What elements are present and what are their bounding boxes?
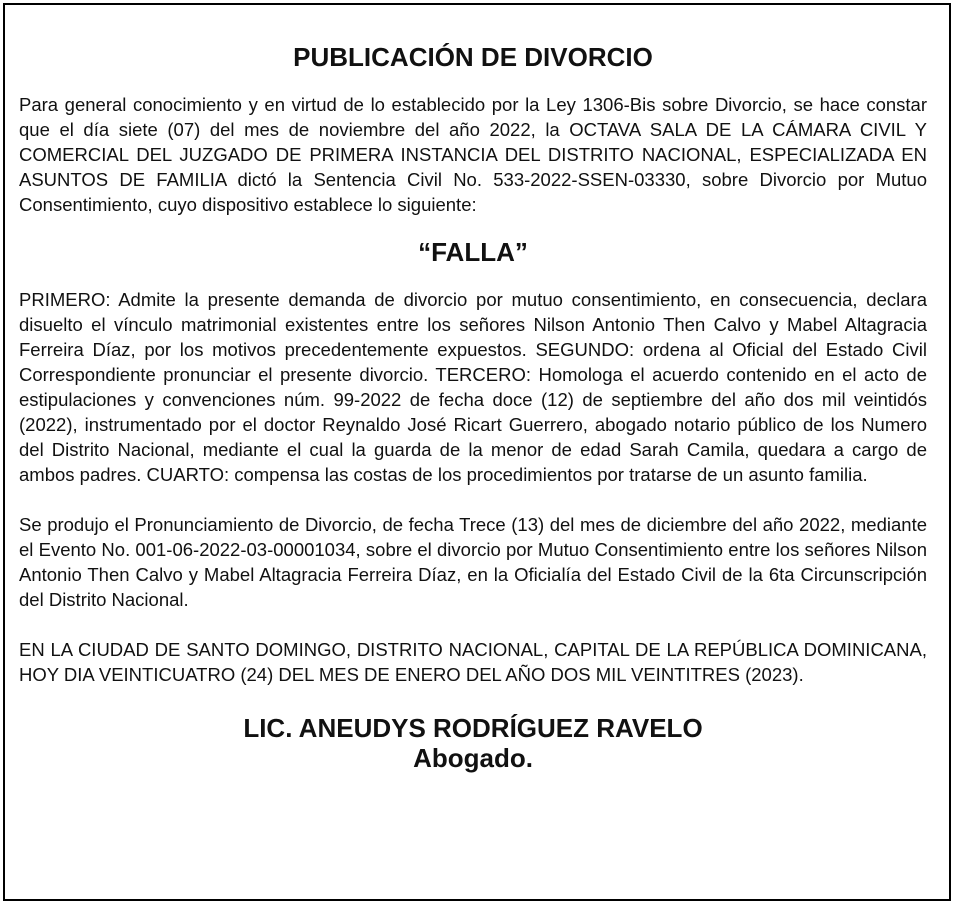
signature-block (19, 713, 927, 773)
document-title: PUBLICACIÓN DE DIVORCIO (293, 42, 653, 72)
intro-paragraph: Para general conocimiento y en virtud de lo establecido por la Ley 1306-Bis sobre Divorcio, se hace constar que el día siete (07) del mes de noviembre del año 2022, la OCTAVA SALA DE LA CÁMARA CIVIL Y COMERCIAL DEL JUZGADO DE PRIMERA INSTANCIA DEL DISTRITO NACIONAL, ESPECIALIZADA EN ASUNTOS DE FAMILIA dictó la Sentencia Civil No. 533-2022-SSEN-03330, sobre Divorcio por Mutuo Consentimiento, cuyo dispositivo establece lo siguiente: (19, 94, 927, 215)
falla-heading: “FALLA” (418, 237, 528, 267)
signer-title: Abogado. (413, 743, 533, 773)
signer-name: LIC. ANEUDYS RODRÍGUEZ RAVELO (243, 713, 703, 743)
pronouncement-paragraph: Se produjo el Pronunciamiento de Divorcio, de fecha Trece (13) del mes de diciembre del año 2022, mediante el Evento No. 001-06-2022-03-00001034, sobre el divorcio por Mutuo Consentimiento entre los señores Nilson Antonio Then Calvo y Mabel Altagracia Ferreira Díaz, en la Oficialía del Estado Civil de la 6ta Circunscripción del Distrito Nacional. (19, 514, 927, 610)
publication-notice (19, 40, 927, 773)
ruling-paragraph: PRIMERO: Admite la presente demanda de divorcio por mutuo consentimiento, en consecuencia, declara disuelto el vínculo matrimonial existentes entre los señores Nilson Antonio Then Calvo y Mabel Altagracia Ferreira Díaz, por los motivos precedentemente expuestos. SEGUNDO: ordena al Oficial del Estado Civil Correspondiente pronunciar el presente divorcio. TERCERO: Homologa el acuerdo contenido en el acto de estipulaciones y convenciones núm. 99-2022 de fecha doce (12) de septiembre del año dos mil veintidós (2022), instrumentado por el doctor Reynaldo José Ricart Guerrero, abogado notario público de los Numero del Distrito Nacional, mediante el cual la guarda de la menor de edad Sarah Camila, quedara a cargo de ambos padres. CUARTO: compensa las costas de los procedimientos por tratarse de un asunto familia. (19, 289, 927, 485)
closing-paragraph: EN LA CIUDAD DE SANTO DOMINGO, DISTRITO NACIONAL, CAPITAL DE LA REPÚBLICA DOMINICANA, HOY DIA VEINTICUATRO (24) DEL MES DE ENERO DEL AÑO DOS MIL VEINTITRES (2023). (19, 639, 927, 685)
